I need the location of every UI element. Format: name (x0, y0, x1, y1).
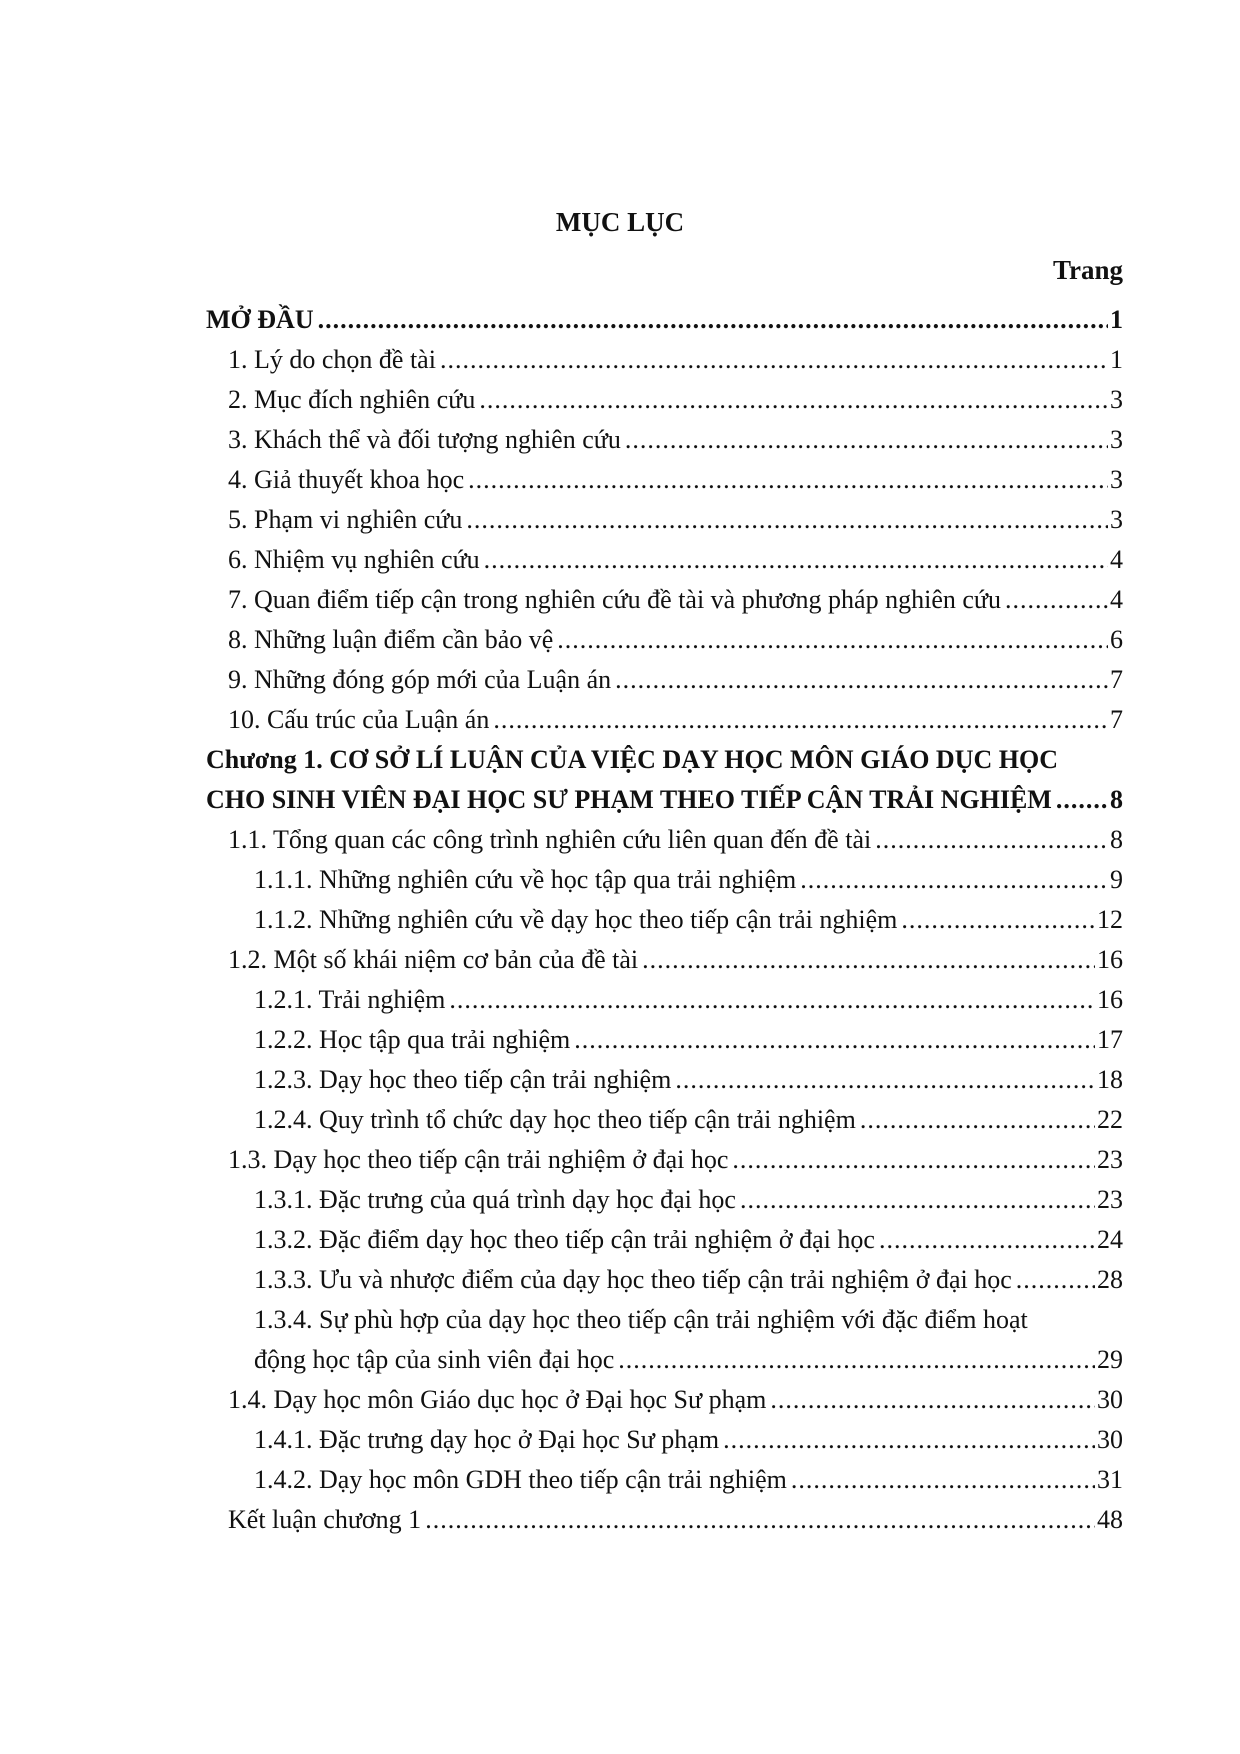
toc-leader (675, 1060, 1095, 1100)
toc-entry-text: 1.2.4. Quy trình tổ chức dạy học theo tiếp cận trải nghiệm (254, 1105, 856, 1134)
toc-entry[interactable] (228, 380, 1123, 420)
toc-entry-page: 48 (1097, 1505, 1123, 1534)
toc-entry-page: 16 (1097, 945, 1123, 974)
toc-entry[interactable] (254, 1260, 1123, 1300)
toc-leader (484, 540, 1108, 580)
toc-entry-page: 8 (1110, 825, 1123, 854)
toc-entry[interactable] (228, 1380, 1123, 1420)
toc-entry-text: 1.1.2. Những nghiên cứu về dạy học theo tiếp cận trải nghiệm (254, 905, 898, 934)
toc-entry-intro[interactable] (206, 300, 1123, 340)
toc-entry-text: 1. Lý do chọn đề tài (228, 345, 436, 374)
toc-entry-text: 10. Cấu trúc của Luận án (228, 705, 490, 734)
toc-entry-page: 7 (1110, 665, 1123, 694)
toc-entry-page: 3 (1110, 465, 1123, 494)
toc-entry-page: 7 (1110, 705, 1123, 734)
toc-entry-page: 4 (1110, 585, 1123, 614)
toc-entry-page: 30 (1097, 1385, 1123, 1414)
toc-entry-text: 1.3.1. Đặc trưng của quá trình dạy học đại học (254, 1185, 736, 1214)
toc-leader (1056, 780, 1108, 820)
toc-entry-text: 1.1. Tổng quan các công trình nghiên cứu liên quan đến đề tài (228, 825, 872, 854)
toc-leader (740, 1180, 1095, 1220)
toc-leader (875, 820, 1108, 860)
toc-entry-text: 2. Mục đích nghiên cứu (228, 385, 476, 414)
toc-leader (625, 420, 1108, 460)
toc-entry[interactable] (228, 540, 1123, 580)
toc-entry[interactable] (228, 340, 1123, 380)
toc-leader (425, 1500, 1095, 1540)
toc-entry-text: 1.3.3. Ưu và nhược điểm của dạy học theo tiếp cận trải nghiệm ở đại học (254, 1265, 1012, 1294)
toc-entry-page: 6 (1110, 625, 1123, 654)
toc-entry-page: 16 (1097, 985, 1123, 1014)
toc-leader (732, 1140, 1095, 1180)
toc-entry-page: 18 (1097, 1065, 1123, 1094)
toc-leader (879, 1220, 1095, 1260)
toc-entry-text: 1.2.1. Trải nghiệm (254, 985, 446, 1014)
toc-entry[interactable] (228, 580, 1123, 620)
page-title: MỤC LỤC (555, 207, 685, 237)
toc-chapter-1-line1[interactable]: Chương 1. CƠ SỞ LÍ LUẬN CỦA VIỆC DẠY HỌC MÔN GIÁO DỤC HỌC (206, 745, 1058, 774)
toc-leader (615, 660, 1108, 700)
toc-entry-page: 1 (1110, 345, 1123, 374)
toc-entry[interactable] (228, 620, 1123, 660)
toc-entry[interactable] (254, 900, 1123, 940)
toc-entry-page: 23 (1097, 1185, 1123, 1214)
toc-entry-page: 23 (1097, 1145, 1123, 1174)
toc-entry[interactable] (254, 1020, 1123, 1060)
toc-entry-text: 1.4. Dạy học môn Giáo dục học ở Đại học Sư phạm (228, 1385, 767, 1414)
toc-entry-text: 1.4.1. Đặc trưng dạy học ở Đại học Sư phạm (254, 1425, 720, 1454)
toc-entry[interactable] (228, 420, 1123, 460)
toc-entry-text: Kết luận chương 1 (228, 1505, 422, 1534)
toc-entry[interactable] (254, 980, 1123, 1020)
toc-leader (318, 300, 1108, 340)
toc-entry-page: 3 (1110, 505, 1123, 534)
toc-entry[interactable] (254, 1060, 1123, 1100)
toc-entry[interactable] (228, 820, 1123, 860)
toc-leader (800, 860, 1108, 900)
toc-entry-text: CHO SINH VIÊN ĐẠI HỌC SƯ PHẠM THEO TIẾP CẬN TRẢI NGHIỆM (206, 785, 1052, 814)
toc-entry[interactable] (228, 940, 1123, 980)
toc-entry[interactable] (254, 1340, 1123, 1380)
toc-entry-page: 3 (1110, 425, 1123, 454)
toc-entry-text: 4. Giả thuyết khoa học (228, 465, 465, 494)
toc-entry[interactable] (254, 860, 1123, 900)
toc-leader (479, 380, 1108, 420)
toc-entry-page: 12 (1097, 905, 1123, 934)
toc-leader (770, 1380, 1095, 1420)
toc-entry-1-3-4-line1[interactable]: 1.3.4. Sự phù hợp của dạy học theo tiếp cận trải nghiệm với đặc điểm hoạt (254, 1305, 1028, 1334)
toc-entry-page: 24 (1097, 1225, 1123, 1254)
toc-leader (574, 1020, 1095, 1060)
toc-leader (901, 900, 1095, 940)
toc-entry-text: 1.2.3. Dạy học theo tiếp cận trải nghiệm (254, 1065, 672, 1094)
toc-leader (468, 460, 1108, 500)
toc-leader (1016, 1260, 1095, 1300)
toc-entry[interactable] (228, 700, 1123, 740)
toc-entry-text: MỞ ĐẦU (206, 305, 314, 334)
toc-entry[interactable] (228, 1500, 1123, 1540)
toc-leader (618, 1340, 1095, 1380)
toc-entry-page: 1 (1110, 305, 1123, 334)
toc-leader (642, 940, 1095, 980)
toc-leader (1005, 580, 1108, 620)
toc-entry[interactable] (254, 1180, 1123, 1220)
toc-entry-text: 1.2. Một số khái niệm cơ bản của đề tài (228, 945, 639, 974)
toc-entry[interactable] (254, 1220, 1123, 1260)
toc-entry-page: 9 (1110, 865, 1123, 894)
toc-leader (723, 1420, 1095, 1460)
toc-leader (557, 620, 1108, 660)
toc-entry-page: 31 (1097, 1465, 1123, 1494)
toc-entry-page: 30 (1097, 1425, 1123, 1454)
toc-leader (860, 1100, 1095, 1140)
toc-entry[interactable] (254, 1420, 1123, 1460)
toc-entry-page: 3 (1110, 385, 1123, 414)
toc-entry-page: 29 (1097, 1345, 1123, 1374)
toc-entry-page: 8 (1110, 785, 1123, 814)
toc-entry-text: 1.1.1. Những nghiên cứu về học tập qua trải nghiệm (254, 865, 797, 894)
page-column-label: Trang (1052, 255, 1123, 285)
toc-entry[interactable] (228, 500, 1123, 540)
toc-entry[interactable] (228, 660, 1123, 700)
toc-entry-text: 1.2.2. Học tập qua trải nghiệm (254, 1025, 571, 1054)
toc-entry-text: 3. Khách thể và đối tượng nghiên cứu (228, 425, 621, 454)
toc-entry-text: 1.3.2. Đặc điểm dạy học theo tiếp cận trải nghiệm ở đại học (254, 1225, 875, 1254)
toc-entry-chapter-1[interactable] (206, 780, 1123, 820)
toc-entry-page: 17 (1097, 1025, 1123, 1054)
toc-leader (449, 980, 1095, 1020)
toc-entry-text: 6. Nhiệm vụ nghiên cứu (228, 545, 480, 574)
toc-entry-text: 1.3. Dạy học theo tiếp cận trải nghiệm ở đại học (228, 1145, 729, 1174)
toc-entry-page: 22 (1097, 1105, 1123, 1134)
toc-entry-text: 9. Những đóng góp mới của Luận án (228, 665, 612, 694)
toc-entry-text: 7. Quan điểm tiếp cận trong nghiên cứu đề tài và phương pháp nghiên cứu (228, 585, 1001, 614)
toc-entry[interactable] (254, 1100, 1123, 1140)
toc-leader (440, 340, 1108, 380)
toc-entry-text: động học tập của sinh viên đại học (254, 1345, 615, 1374)
toc-entry-page: 28 (1097, 1265, 1123, 1294)
toc-leader (493, 700, 1108, 740)
toc-leader (791, 1460, 1095, 1500)
toc-leader (466, 500, 1108, 540)
toc-entry[interactable] (254, 1460, 1123, 1500)
toc-entry[interactable] (228, 1140, 1123, 1180)
toc-entry-text: 1.4.2. Dạy học môn GDH theo tiếp cận trải nghiệm (254, 1465, 787, 1494)
toc-entry-text: 5. Phạm vi nghiên cứu (228, 505, 463, 534)
toc-entry[interactable] (228, 460, 1123, 500)
toc-entry-text: 8. Những luận điểm cần bảo vệ (228, 625, 554, 654)
toc-entry-page: 4 (1110, 545, 1123, 574)
